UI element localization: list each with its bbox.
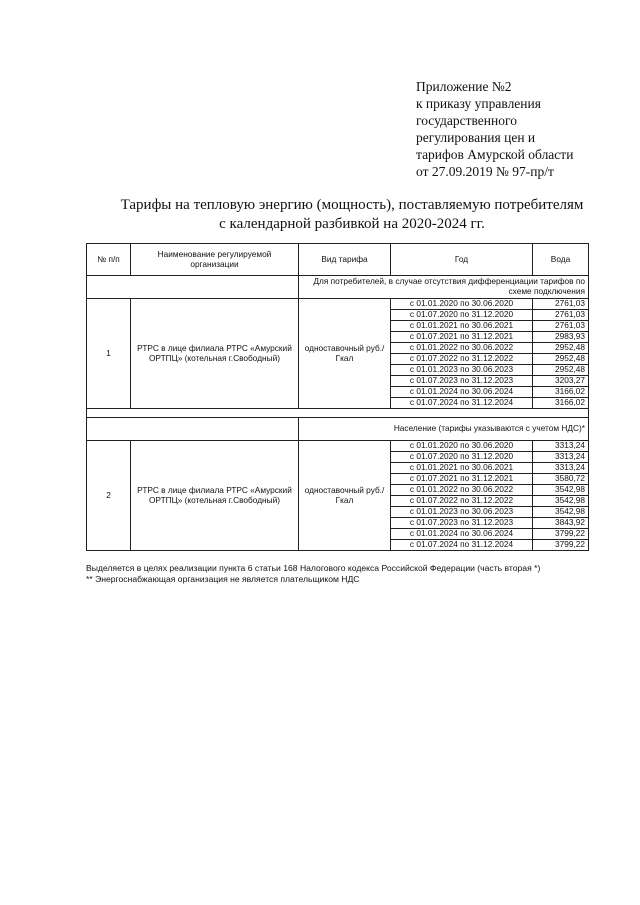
water-value: 2761,03 xyxy=(533,321,589,332)
tariff-table-body xyxy=(87,244,589,551)
water-value: 3313,24 xyxy=(533,441,589,452)
water-value: 2983,93 xyxy=(533,332,589,343)
period-cell: с 01.07.2022 по 31.12.2022 xyxy=(391,496,533,507)
appendix-line: от 27.09.2019 № 97-пр/т xyxy=(416,164,554,179)
separator-row xyxy=(87,409,589,418)
period-cell: с 01.07.2024 по 31.12.2024 xyxy=(391,540,533,551)
period-cell: с 01.07.2021 по 31.12.2021 xyxy=(391,474,533,485)
water-value: 2761,03 xyxy=(533,310,589,321)
section-heading-blank xyxy=(87,418,299,441)
water-value: 3166,02 xyxy=(533,387,589,398)
water-value: 3843,92 xyxy=(533,518,589,529)
water-value: 3580,72 xyxy=(533,474,589,485)
period-cell: с 01.07.2024 по 31.12.2024 xyxy=(391,398,533,409)
period-cell: с 01.07.2023 по 31.12.2023 xyxy=(391,376,533,387)
tariff-table xyxy=(86,243,589,551)
organization-name: РТРС в лице филиала РТРС «Амурский ОРТПЦ» (котельная г.Свободный) xyxy=(131,299,299,409)
section-heading-row xyxy=(87,418,589,441)
section-heading-row xyxy=(87,276,589,299)
title-line-1: Тарифы на тепловую энергию (мощность), поставляемую потребителям xyxy=(120,197,584,213)
appendix-line: тарифов Амурской области xyxy=(416,147,574,162)
footnote: Выделяется в целях реализации пункта 6 статьи 168 Налогового кодекса Российской Федерации (часть вторая *) xyxy=(86,563,541,573)
document-title xyxy=(96,196,608,234)
period-cell: с 01.01.2022 по 30.06.2022 xyxy=(391,343,533,354)
period-cell: с 01.07.2022 по 31.12.2022 xyxy=(391,354,533,365)
title-line-2: с календарной разбивкой на 2020-2024 гг. xyxy=(219,216,485,232)
period-cell: с 01.01.2022 по 30.06.2022 xyxy=(391,485,533,496)
period-cell: с 01.01.2023 по 30.06.2023 xyxy=(391,507,533,518)
period-cell: с 01.07.2020 по 31.12.2020 xyxy=(391,310,533,321)
period-cell: с 01.07.2021 по 31.12.2021 xyxy=(391,332,533,343)
water-value: 2952,48 xyxy=(533,365,589,376)
water-value: 3203,27 xyxy=(533,376,589,387)
period-cell: с 01.01.2024 по 30.06.2024 xyxy=(391,387,533,398)
table-row xyxy=(87,299,589,310)
section-heading: Население (тарифы указываются с учетом НДС)* xyxy=(299,418,589,441)
header-organization: Наименование регулируемой организации xyxy=(131,244,299,276)
period-cell: с 01.01.2020 по 30.06.2020 xyxy=(391,299,533,310)
water-value: 3542,98 xyxy=(533,507,589,518)
water-value: 3542,98 xyxy=(533,485,589,496)
row-number: 1 xyxy=(87,299,131,409)
period-cell: с 01.01.2020 по 30.06.2020 xyxy=(391,441,533,452)
water-value: 2952,48 xyxy=(533,343,589,354)
water-value: 3799,22 xyxy=(533,529,589,540)
footnote: ** Энергоснабжающая организация не является плательщиком НДС xyxy=(86,574,360,584)
tariff-type: одноставочный руб./Гкал xyxy=(299,299,391,409)
period-cell: с 01.01.2021 по 30.06.2021 xyxy=(391,463,533,474)
water-value: 2952,48 xyxy=(533,354,589,365)
appendix-header xyxy=(416,78,573,180)
separator-cell xyxy=(87,409,589,418)
water-value: 3313,24 xyxy=(533,452,589,463)
appendix-line: Приложение №2 xyxy=(416,79,512,94)
water-value: 3542,98 xyxy=(533,496,589,507)
table-header-row xyxy=(87,244,589,276)
appendix-line: к приказу управления xyxy=(416,96,541,111)
section-heading-blank xyxy=(87,276,299,299)
period-cell: с 01.01.2021 по 30.06.2021 xyxy=(391,321,533,332)
organization-name: РТРС в лице филиала РТРС «Амурский ОРТПЦ» (котельная г.Свободный) xyxy=(131,441,299,551)
section-heading: Для потребителей, в случае отсутствия дифференциации тарифов по схеме подключения xyxy=(299,276,589,299)
header-water: Вода xyxy=(533,244,589,276)
water-value: 3799,22 xyxy=(533,540,589,551)
tariff-type: одноставочный руб./Гкал xyxy=(299,441,391,551)
table-row xyxy=(87,441,589,452)
footnotes xyxy=(86,563,540,585)
water-value: 2761,03 xyxy=(533,299,589,310)
period-cell: с 01.07.2020 по 31.12.2020 xyxy=(391,452,533,463)
appendix-line: регулирования цен и xyxy=(416,130,536,145)
period-cell: с 01.01.2024 по 30.06.2024 xyxy=(391,529,533,540)
header-number: № п/п xyxy=(87,244,131,276)
header-year: Год xyxy=(391,244,533,276)
water-value: 3166,02 xyxy=(533,398,589,409)
header-tariff-type: Вид тарифа xyxy=(299,244,391,276)
water-value: 3313,24 xyxy=(533,463,589,474)
row-number: 2 xyxy=(87,441,131,551)
period-cell: с 01.07.2023 по 31.12.2023 xyxy=(391,518,533,529)
appendix-line: государственного xyxy=(416,113,517,128)
period-cell: с 01.01.2023 по 30.06.2023 xyxy=(391,365,533,376)
